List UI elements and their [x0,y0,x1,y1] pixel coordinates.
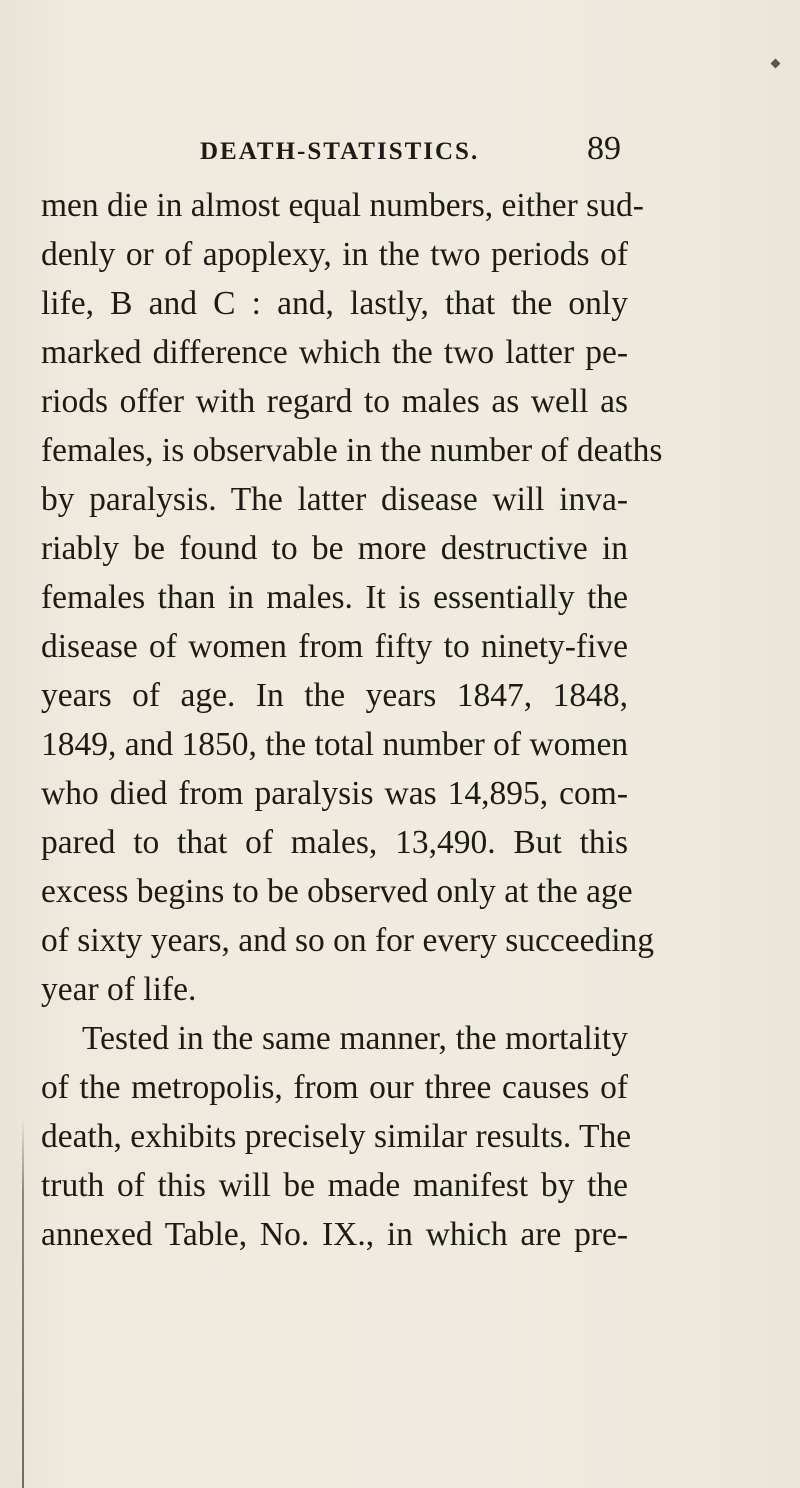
text-line: females than in males. It is essentially the [41,579,628,616]
text-line: by paralysis. The latter disease will inva- [41,481,628,518]
text-line: pared to that of males, 13,490. But this [41,824,628,861]
text-line: men die in almost equal numbers, either sud- [41,187,644,224]
text-line: life, B and C : and, lastly, that the only [41,285,628,322]
text-line: females, is observable in the number of deaths [41,432,663,469]
running-title: DEATH-STATISTICS. [200,138,480,165]
text-line: annexed Table, No. IX., in which are pre- [41,1216,628,1253]
text-line: of sixty years, and so on for every succeeding [41,922,655,959]
running-head [0,128,800,172]
text-line: years of age. In the years 1847, 1848, [41,677,628,714]
page-edge-shadow [22,1118,24,1488]
text-line: excess begins to be observed only at the age [41,873,633,910]
text-line: who died from paralysis was 14,895, com- [41,775,628,812]
text-line: riably be found to be more destructive in [41,530,628,567]
text-line: disease of women from fifty to ninety-five [41,628,628,665]
page-number: 89 [587,130,621,167]
text-line: truth of this will be made manifest by the [41,1167,628,1204]
text-line: death, exhibits precisely similar results. The [41,1118,632,1155]
paragraph-start-line: Tested in the same manner, the mortality [82,1020,628,1057]
text-line: denly or of apoplexy, in the two periods of [41,236,628,273]
text-line: riods offer with regard to males as well as [41,383,628,420]
text-line: marked difference which the two latter pe- [41,334,628,371]
text-line: of the metropolis, from our three causes of [41,1069,628,1106]
margin-dot [771,59,781,69]
text-line: year of life. [41,971,197,1008]
text-line: 1849, and 1850, the total number of women [41,726,629,763]
